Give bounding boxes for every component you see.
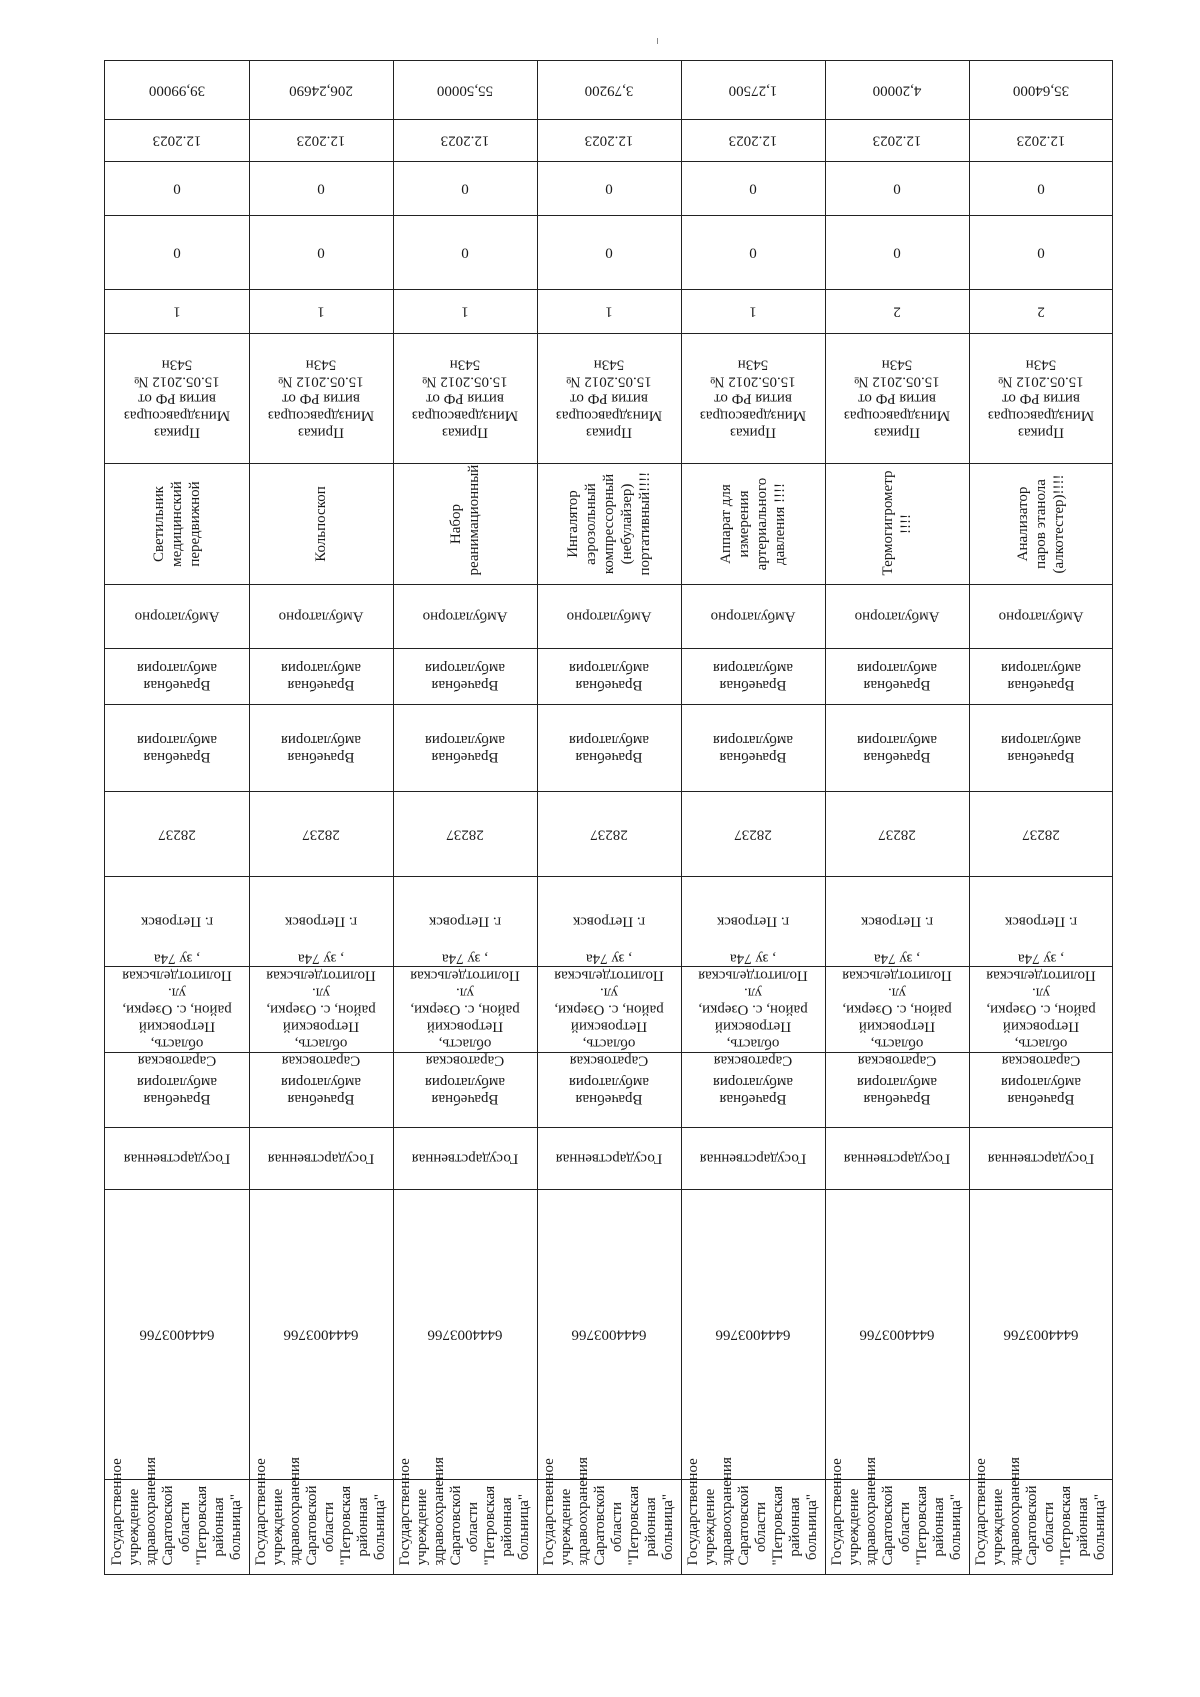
cell-price: [969, 61, 1112, 119]
cell-standard: [393, 333, 537, 463]
cell-price: [393, 61, 537, 119]
inn-text: 6444003766: [859, 1326, 935, 1343]
cell-inn: [537, 1189, 681, 1479]
subdivision-text: Врачебная амбулатория: [856, 731, 938, 765]
city-text: г. Петровск: [284, 913, 358, 930]
price-text: 4,20000: [872, 82, 922, 99]
cell-department: [825, 648, 969, 704]
unit-type-text: Врачебная амбулатория: [136, 1073, 218, 1107]
address-text: Саратовская область, Петровский район, с. Озерки, ул. Политотдельская , зу 74а: [698, 950, 808, 1069]
cell-price: [681, 61, 825, 119]
cell-qty-required: [393, 289, 537, 333]
cell-unit-type: [969, 1052, 1112, 1127]
standard-text: Приказ Минздравсоцраз вития РФ от 15.05.2012 № 543н: [267, 356, 375, 441]
qty-required-text: 2: [893, 303, 901, 320]
qty-in-use-text: 0: [173, 180, 181, 197]
price-text: 206,24690: [289, 82, 353, 99]
price-text: 39,99000: [148, 82, 206, 99]
price-text: 1,27500: [728, 82, 778, 99]
postcode-text: 28237: [734, 826, 772, 842]
cell-org: [825, 1456, 969, 1574]
price-text: 55,50000: [436, 82, 494, 99]
cell-period: [105, 119, 249, 161]
department-text: Врачебная амбулатория: [136, 660, 218, 693]
qty-required-text: 2: [1036, 303, 1045, 320]
city-text: г. Петровск: [428, 913, 502, 930]
cell-standard: [537, 333, 681, 463]
cell-address: [537, 950, 681, 1069]
care-condition-text: Амбулаторно: [998, 608, 1083, 625]
department-text: Врачебная амбулатория: [424, 660, 506, 693]
qty-in-use-text: 0: [317, 180, 325, 197]
address-text: Саратовская область, Петровский район, с. Озерки, ул. Политотдельская , зу 74а: [266, 950, 376, 1069]
equipment-text: Светильник медицинский передвижной: [151, 480, 203, 567]
cell-qty-required: [537, 289, 681, 333]
cell-period: [969, 119, 1112, 161]
cell-inn: [681, 1189, 825, 1479]
qty-available-text: 0: [461, 244, 469, 261]
qty-available-text: 0: [173, 244, 181, 261]
cell-address: [105, 950, 249, 1069]
cell-period: [537, 119, 681, 161]
cell-subdivision: [105, 704, 249, 791]
cell-subdivision: [537, 704, 681, 791]
cell-standard: [249, 333, 393, 463]
org-text: Государственное учреждение здравоохранения Саратовской области "Петровская районная больница": [829, 1456, 964, 1565]
qty-in-use-text: 0: [1036, 180, 1045, 197]
cell-form: [969, 1127, 1112, 1189]
cell-form: [105, 1127, 249, 1189]
postcode-text: 28237: [302, 826, 340, 842]
cell-unit-type: [105, 1052, 249, 1127]
standard-text: Приказ Минздравсоцраз вития РФ от 15.05.2012 № 543н: [699, 356, 807, 441]
cell-qty-in-use: [249, 161, 393, 215]
subdivision-text: Врачебная амбулатория: [280, 731, 362, 765]
equipment-table: [104, 60, 1113, 1575]
standard-text: Приказ Минздравсоцраз вития РФ от 15.05.2012 № 543н: [843, 356, 951, 441]
postcode-text: 28237: [158, 826, 196, 842]
qty-available-text: 0: [749, 244, 757, 261]
org-text: Государственное учреждение здравоохранения Саратовской области "Петровская районная больница": [109, 1456, 244, 1565]
cell-department: [393, 648, 537, 704]
cell-equipment: [681, 463, 825, 584]
form-text: Государственная: [987, 1150, 1094, 1167]
cell-qty-required: [249, 289, 393, 333]
postcode-text: 28237: [446, 826, 484, 842]
subdivision-text: Врачебная амбулатория: [424, 731, 506, 765]
form-text: Государственная: [123, 1150, 231, 1167]
cell-address: [825, 950, 969, 1069]
cell-equipment: [393, 463, 537, 584]
care-condition-text: Амбулаторно: [710, 608, 796, 625]
cell-form: [249, 1127, 393, 1189]
care-condition-text: Амбулаторно: [278, 608, 364, 625]
postcode-text: 28237: [1021, 826, 1060, 842]
cell-address: [393, 950, 537, 1069]
cell-subdivision: [969, 704, 1112, 791]
qty-available-text: 0: [605, 244, 613, 261]
subdivision-text: Врачебная амбулатория: [1000, 731, 1081, 765]
unit-type-text: Врачебная амбулатория: [424, 1073, 506, 1107]
period-text: 12.2023: [1016, 132, 1065, 149]
cell-standard: [969, 333, 1112, 463]
cell-department: [249, 648, 393, 704]
equipment-text: Аппарат для измерения артериального давления !!!!: [718, 477, 788, 570]
cell-qty-available: [969, 215, 1112, 289]
form-text: Государственная: [555, 1150, 663, 1167]
cell-qty-in-use: [969, 161, 1112, 215]
address-text: Саратовская область, Петровский район, с. Озерки, ул. Политотдельская , зу 74а: [554, 950, 664, 1069]
city-text: г. Петровск: [716, 913, 790, 930]
address-text: Саратовская область, Петровский район, с. Озерки, ул. Политотдельская , зу 74а: [985, 950, 1096, 1069]
form-text: Государственная: [843, 1150, 951, 1167]
equipment-text: Набор реанимационный: [448, 464, 482, 575]
city-text: г. Петровск: [572, 913, 646, 930]
cell-qty-available: [681, 215, 825, 289]
cell-price: [537, 61, 681, 119]
care-condition-text: Амбулаторно: [134, 608, 220, 625]
cell-qty-in-use: [681, 161, 825, 215]
cell-qty-in-use: [537, 161, 681, 215]
cell-department: [681, 648, 825, 704]
qty-required-text: 1: [317, 303, 325, 320]
cell-care-condition: [537, 584, 681, 648]
period-text: 12.2023: [872, 132, 922, 149]
care-condition-text: Амбулаторно: [854, 608, 940, 625]
cell-price: [249, 61, 393, 119]
inn-text: 6444003766: [1003, 1326, 1078, 1343]
qty-required-text: 1: [749, 303, 757, 320]
form-text: Государственная: [267, 1150, 375, 1167]
cell-qty-available: [825, 215, 969, 289]
standard-text: Приказ Минздравсоцраз вития РФ от 15.05.2012 № 543н: [987, 356, 1094, 441]
unit-type-text: Врачебная амбулатория: [1000, 1073, 1081, 1107]
cell-period: [825, 119, 969, 161]
cell-standard: [825, 333, 969, 463]
unit-type-text: Врачебная амбулатория: [568, 1073, 650, 1107]
cell-qty-available: [537, 215, 681, 289]
cell-equipment: [537, 463, 681, 584]
cell-qty-available: [393, 215, 537, 289]
period-text: 12.2023: [440, 132, 490, 149]
cell-postcode: [969, 791, 1112, 876]
cell-qty-in-use: [393, 161, 537, 215]
address-text: Саратовская область, Петровский район, с. Озерки, ул. Политотдельская , зу 74а: [122, 950, 232, 1069]
cell-form: [681, 1127, 825, 1189]
cell-form: [537, 1127, 681, 1189]
subdivision-text: Врачебная амбулатория: [712, 731, 794, 765]
cell-org: [393, 1456, 537, 1574]
cell-qty-in-use: [825, 161, 969, 215]
department-text: Врачебная амбулатория: [280, 660, 362, 693]
cell-price: [825, 61, 969, 119]
care-condition-text: Амбулаторно: [566, 608, 652, 625]
cell-care-condition: [249, 584, 393, 648]
form-text: Государственная: [699, 1150, 807, 1167]
cell-equipment: [249, 463, 393, 584]
cell-postcode: [825, 791, 969, 876]
org-text: Государственное учреждение здравоохранения Саратовской области "Петровская районная больница": [541, 1456, 676, 1565]
department-text: Врачебная амбулатория: [712, 660, 794, 693]
cell-period: [681, 119, 825, 161]
cell-qty-required: [105, 289, 249, 333]
care-condition-text: Амбулаторно: [422, 608, 508, 625]
cell-postcode: [681, 791, 825, 876]
equipment-text: Анализатор паров этанола (алкотестер)!!!!: [1014, 473, 1067, 574]
cell-care-condition: [825, 584, 969, 648]
inn-text: 6444003766: [139, 1326, 215, 1343]
cell-address: [681, 950, 825, 1069]
qty-required-text: 1: [461, 303, 469, 320]
cell-qty-in-use: [105, 161, 249, 215]
cell-subdivision: [249, 704, 393, 791]
qty-in-use-text: 0: [893, 180, 901, 197]
unit-type-text: Врачебная амбулатория: [280, 1073, 362, 1107]
cell-period: [249, 119, 393, 161]
cell-org: [249, 1456, 393, 1574]
cell-qty-available: [249, 215, 393, 289]
equipment-text: Термогигрометр !!!!: [880, 470, 914, 575]
cell-address: [249, 950, 393, 1069]
cell-org: [105, 1456, 249, 1574]
cell-subdivision: [825, 704, 969, 791]
cell-inn: [393, 1189, 537, 1479]
cell-unit-type: [393, 1052, 537, 1127]
cell-form: [393, 1127, 537, 1189]
subdivision-text: Врачебная амбулатория: [136, 731, 218, 765]
org-text: Государственное учреждение здравоохранения Саратовской области "Петровская районная больница": [972, 1456, 1108, 1565]
standard-text: Приказ Минздравсоцраз вития РФ от 15.05.2012 № 543н: [411, 356, 519, 441]
qty-available-text: 0: [893, 244, 901, 261]
cell-care-condition: [393, 584, 537, 648]
org-text: Государственное учреждение здравоохранения Саратовской области "Петровская районная больница": [253, 1456, 388, 1565]
cell-standard: [105, 333, 249, 463]
cell-qty-required: [825, 289, 969, 333]
cell-address: [969, 950, 1112, 1069]
cell-postcode: [537, 791, 681, 876]
standard-text: Приказ Минздравсоцраз вития РФ от 15.05.2012 № 543н: [123, 356, 231, 441]
cell-qty-available: [105, 215, 249, 289]
inn-text: 6444003766: [427, 1326, 503, 1343]
cell-inn: [105, 1189, 249, 1479]
cell-postcode: [105, 791, 249, 876]
cell-department: [105, 648, 249, 704]
form-text: Государственная: [411, 1150, 519, 1167]
cell-equipment: [105, 463, 249, 584]
cell-unit-type: [537, 1052, 681, 1127]
qty-in-use-text: 0: [461, 180, 469, 197]
qty-in-use-text: 0: [605, 180, 613, 197]
subdivision-text: Врачебная амбулатория: [568, 731, 650, 765]
unit-type-text: Врачебная амбулатория: [856, 1073, 938, 1107]
cell-qty-required: [969, 289, 1112, 333]
qty-available-text: 0: [317, 244, 325, 261]
postcode-text: 28237: [878, 826, 916, 842]
inn-text: 6444003766: [571, 1326, 647, 1343]
cell-standard: [681, 333, 825, 463]
cell-org: [969, 1456, 1112, 1574]
cell-care-condition: [681, 584, 825, 648]
qty-in-use-text: 0: [749, 180, 757, 197]
cell-unit-type: [825, 1052, 969, 1127]
qty-available-text: 0: [1036, 244, 1045, 261]
city-text: г. Петровск: [1004, 913, 1077, 930]
scan-mark: [657, 38, 658, 44]
qty-required-text: 1: [173, 303, 181, 320]
city-text: г. Петровск: [140, 913, 214, 930]
inn-text: 6444003766: [283, 1326, 359, 1343]
cell-period: [393, 119, 537, 161]
cell-qty-required: [681, 289, 825, 333]
cell-postcode: [393, 791, 537, 876]
cell-inn: [969, 1189, 1112, 1479]
price-text: 3,79200: [584, 82, 634, 99]
department-text: Врачебная амбулатория: [1000, 660, 1081, 693]
period-text: 12.2023: [728, 132, 778, 149]
period-text: 12.2023: [152, 132, 202, 149]
unit-type-text: Врачебная амбулатория: [712, 1073, 794, 1107]
qty-required-text: 1: [605, 303, 613, 320]
city-text: г. Петровск: [860, 913, 934, 930]
address-text: Саратовская область, Петровский район, с. Озерки, ул. Политотдельская , зу 74а: [410, 950, 520, 1069]
cell-subdivision: [681, 704, 825, 791]
cell-care-condition: [105, 584, 249, 648]
cell-care-condition: [969, 584, 1112, 648]
cell-unit-type: [249, 1052, 393, 1127]
cell-price: [105, 61, 249, 119]
cell-org: [537, 1456, 681, 1574]
cell-subdivision: [393, 704, 537, 791]
department-text: Врачебная амбулатория: [856, 660, 938, 693]
period-text: 12.2023: [296, 132, 346, 149]
cell-postcode: [249, 791, 393, 876]
cell-department: [969, 648, 1112, 704]
cell-department: [537, 648, 681, 704]
cell-equipment: [969, 463, 1112, 584]
cell-inn: [249, 1189, 393, 1479]
inn-text: 6444003766: [715, 1326, 791, 1343]
period-text: 12.2023: [584, 132, 634, 149]
price-text: 35,64000: [1012, 82, 1069, 99]
standard-text: Приказ Минздравсоцраз вития РФ от 15.05.2012 № 543н: [555, 356, 663, 441]
org-text: Государственное учреждение здравоохранения Саратовской области "Петровская районная больница": [685, 1456, 820, 1565]
cell-unit-type: [681, 1052, 825, 1127]
department-text: Врачебная амбулатория: [568, 660, 650, 693]
address-text: Саратовская область, Петровский район, с. Озерки, ул. Политотдельская , зу 74а: [842, 950, 952, 1069]
org-text: Государственное учреждение здравоохранения Саратовской области "Петровская районная больница": [397, 1456, 532, 1565]
equipment-text: Кольпоскоп: [313, 485, 329, 562]
cell-inn: [825, 1189, 969, 1479]
postcode-text: 28237: [590, 826, 628, 842]
cell-equipment: [825, 463, 969, 584]
equipment-text: Ингалятор аэрозольный компрессорный (небулайзер) портативный!!!!: [565, 471, 653, 575]
cell-org: [681, 1456, 825, 1574]
cell-form: [825, 1127, 969, 1189]
